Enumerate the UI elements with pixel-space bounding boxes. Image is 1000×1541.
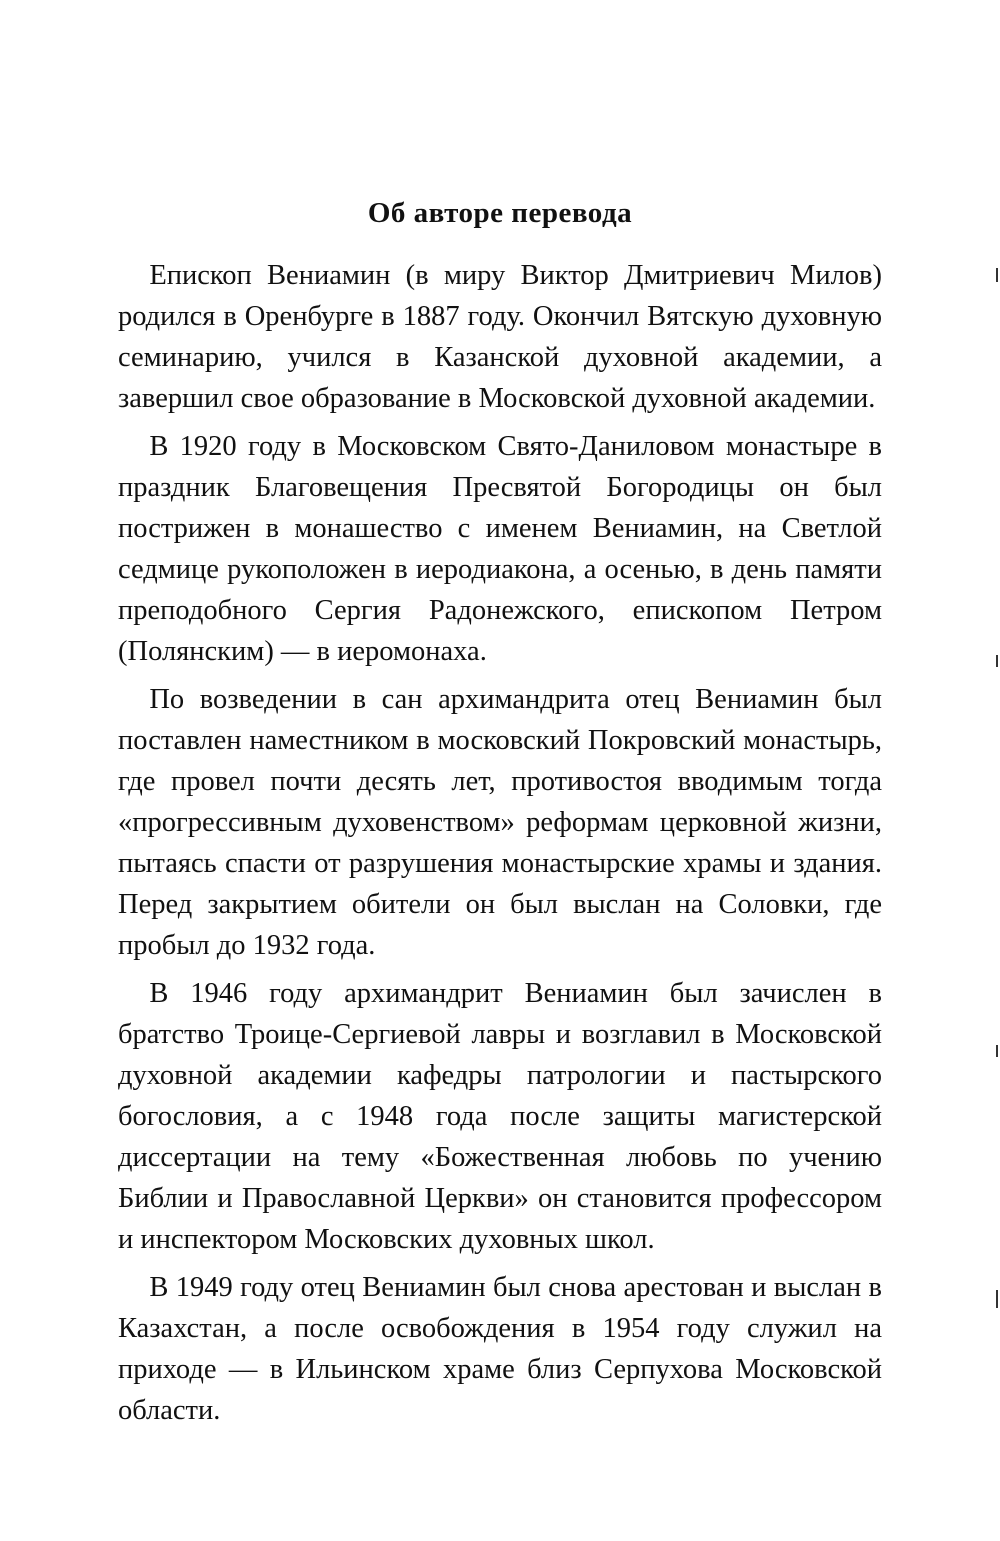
scan-edge-mark	[996, 655, 998, 667]
page-title: Об авторе перевода	[367, 197, 633, 229]
paragraph-3: По возведении в сан архимандрита отец Вениамин был поставлен наместником в московский Покровский монастырь, где провел почти десять лет, противостоя вводимым тогда «прогрессивным духовенством» реформам церковной жизни, пытаясь спасти от разрушения монастырские храмы и здания. Перед закрытием обители он был выслан на Соловки, где пробыл до 1932 года.	[118, 683, 882, 961]
scan-edge-mark	[996, 268, 998, 282]
paragraph-2: В 1920 году в Московском Свято-Даниловом монастыре в праздник Благовещения Пресвятой Богородицы он был пострижен в монашество с именем Вениамин, на Светлой седмице рукоположен в иеродиакона, а осенью, в день памяти преподобного Сергия Радонежского, епископом Петром (Полянским) — в иеромонаха.	[118, 430, 882, 667]
paragraph-5: В 1949 году отец Вениамин был снова арестован и выслан в Казахстан, а после освобождения в 1954 году служил на приходе — в Ильинском храме близ Серпухова Московской области.	[118, 1271, 882, 1426]
scan-edge-mark	[996, 1290, 998, 1308]
paragraph-4: В 1946 году архимандрит Вениамин был зачислен в братство Троице-Сергиевой лавры и возглавил в Московской духовной академии кафедры патрологии и пастырского богословия, а с 1948 года после защиты магистерской диссертации на тему «Божественная любовь по учению Библии и Православной Церкви» он становится профессором и инспектором Московских духовных школ.	[118, 977, 882, 1255]
scan-edge-mark	[996, 1045, 998, 1057]
document-page	[118, 196, 882, 1438]
paragraph-1: Епископ Вениамин (в миру Виктор Дмитриевич Милов) родился в Оренбурге в 1887 году. Окончил Вятскую духовную семинарию, учился в Казанской духовной академии, а завершил свое образование в Московской духовной академии.	[118, 259, 882, 414]
